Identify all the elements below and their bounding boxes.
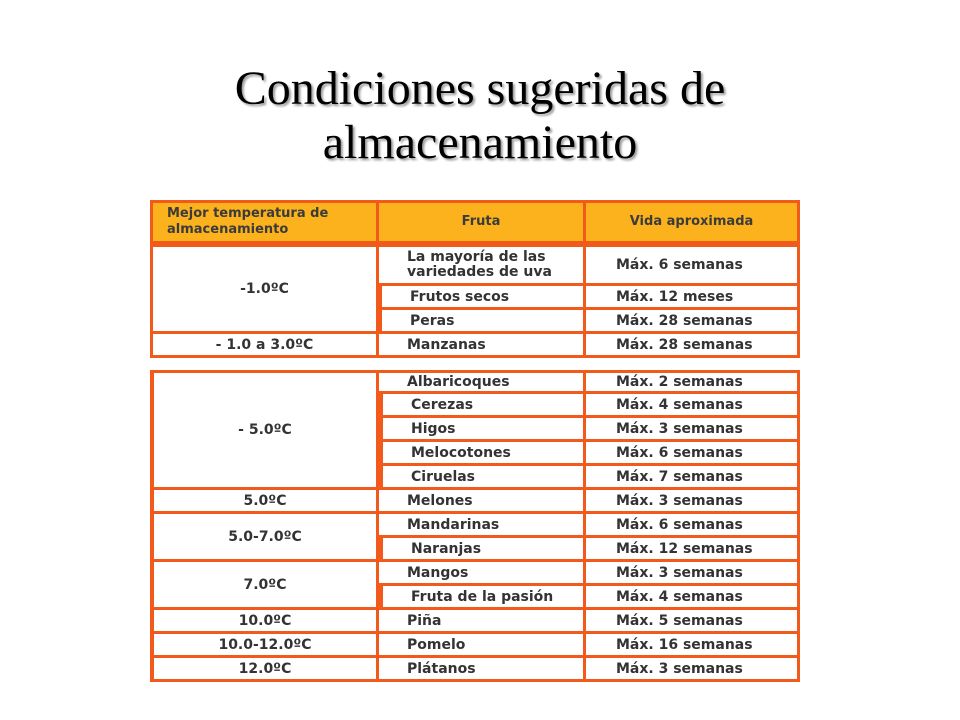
table-row [150,514,800,538]
life-cell: Máx. 6 semanas [586,514,800,538]
life-cell: Máx. 6 semanas [586,442,800,466]
fruit-cell: Albaricoques [379,370,586,394]
header-row [150,200,800,244]
life-cell: Máx. 3 semanas [586,418,800,442]
life-cell: Máx. 5 semanas [586,610,800,634]
table-row [150,658,800,682]
life-cell: Máx. 28 semanas [586,310,800,334]
storage-table-bottom [150,370,800,682]
life-cell: Máx. 4 semanas [586,586,800,610]
fruit-cell: Naranjas [379,538,586,562]
life-cell: Máx. 12 semanas [586,538,800,562]
life-cell: Máx. 16 semanas [586,634,800,658]
life-cell: Máx. 2 semanas [586,370,800,394]
fruit-cell: Melones [379,490,586,514]
fruit-cell: Peras [379,310,586,334]
table-row [150,610,800,634]
temperature-cell: 10.0ºC [150,610,379,634]
slide-title-line-1: Condiciones sugeridas de [234,62,726,115]
fruit-cell: Pomelo [379,634,586,658]
storage-table [150,200,800,690]
fruit-cell: Frutos secos [379,286,586,310]
table-row [150,370,800,394]
table-row [150,244,800,286]
temperature-cell: 5.0-7.0ºC [150,514,379,562]
slide-title [0,62,960,170]
fruit-cell: Mandarinas [379,514,586,538]
fruit-cell: Fruta de la pasión [379,586,586,610]
life-cell: Máx. 6 semanas [586,244,800,286]
life-cell: Máx. 4 semanas [586,394,800,418]
header-fruit: Fruta [379,200,586,244]
temperature-cell: - 5.0ºC [150,370,379,490]
life-cell: Máx. 3 semanas [586,562,800,586]
life-cell: Máx. 12 meses [586,286,800,310]
storage-table-top [150,200,800,358]
header-life: Vida aproximada [586,200,800,244]
fruit-cell: Ciruelas [379,466,586,490]
fruit-cell: Piña [379,610,586,634]
temperature-cell: 10.0-12.0ºC [150,634,379,658]
fruit-cell: Mangos [379,562,586,586]
life-cell: Máx. 3 semanas [586,490,800,514]
life-cell: Máx. 28 semanas [586,334,800,358]
fruit-cell: Melocotones [379,442,586,466]
fruit-cell: Manzanas [379,334,586,358]
table-row [150,490,800,514]
slide-title-line-2: almacenamiento [322,116,638,169]
fruit-cell: Higos [379,418,586,442]
life-cell: Máx. 3 semanas [586,658,800,682]
header-temperature: Mejor temperatura de almacenamiento [150,200,379,244]
table-row [150,562,800,586]
fruit-cell: Cerezas [379,394,586,418]
temperature-cell: 12.0ºC [150,658,379,682]
fruit-cell: La mayoría de las variedades de uva [379,244,586,286]
fruit-cell: Plátanos [379,658,586,682]
temperature-cell: - 1.0 a 3.0ºC [150,334,379,358]
temperature-cell: 5.0ºC [150,490,379,514]
temperature-cell: 7.0ºC [150,562,379,610]
table-row [150,334,800,358]
table-row [150,634,800,658]
temperature-cell: -1.0ºC [150,244,379,334]
life-cell: Máx. 7 semanas [586,466,800,490]
